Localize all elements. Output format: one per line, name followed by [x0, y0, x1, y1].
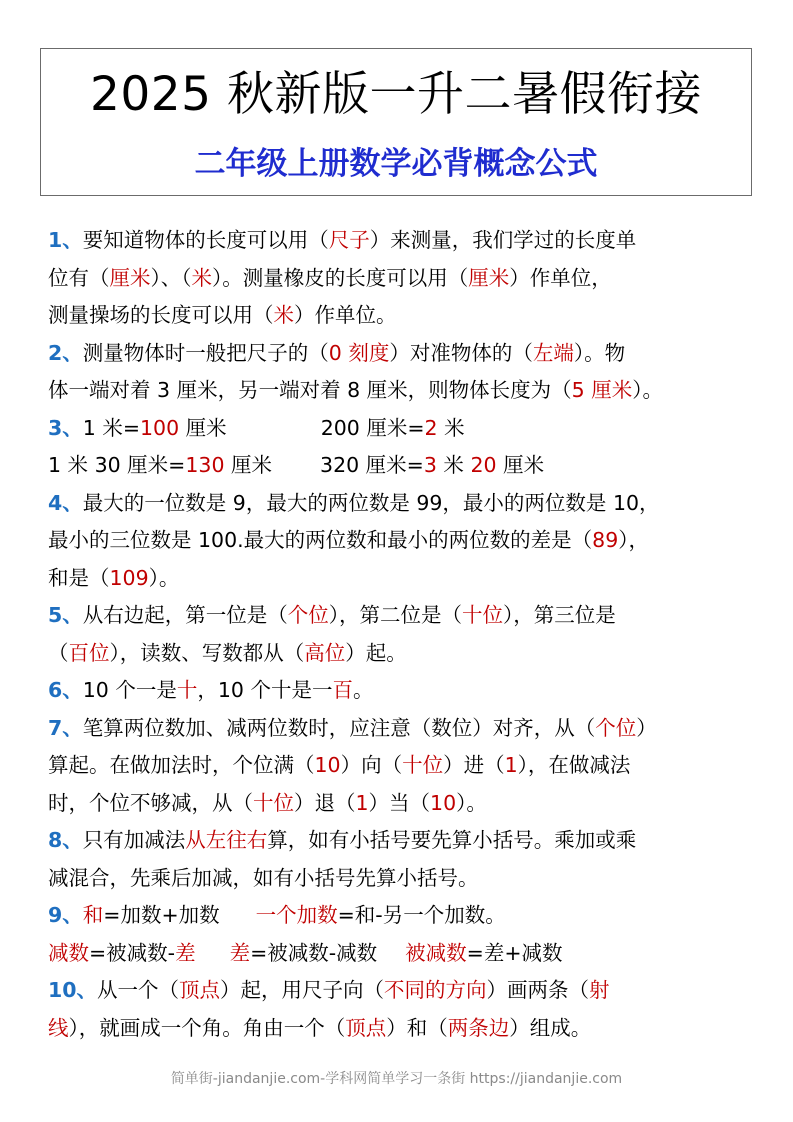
item-1-line-3	[48, 297, 768, 335]
answer: 百位	[68, 640, 110, 665]
item-4-line-2	[48, 522, 768, 560]
item-number: 3、	[48, 415, 83, 440]
item-number: 1、	[48, 228, 83, 252]
item-number: 4、	[48, 490, 83, 515]
text: ）。物	[573, 340, 626, 365]
item-3-line-1	[48, 410, 768, 448]
answer: 差	[175, 940, 196, 965]
answer: 厘米	[109, 265, 151, 290]
answer: 和	[82, 903, 104, 927]
text: ），在做减法	[517, 753, 631, 777]
item-9-line-2	[48, 935, 768, 973]
text: 200 厘米=	[320, 415, 425, 440]
text: 和是（	[48, 565, 110, 590]
answer: 十位	[402, 753, 444, 777]
answer: 100	[140, 415, 180, 440]
answer: 不同的方向	[384, 978, 487, 1002]
text: 最小的三位数是 100.最大的两位数和最小的两位数的差是（	[48, 528, 593, 552]
title-box	[40, 48, 752, 196]
text: =差+减数	[466, 940, 563, 965]
item-2-line-1	[48, 335, 768, 373]
text: =加数+加数	[103, 903, 220, 927]
answer: 米	[191, 265, 212, 290]
text: ），第二位是（	[328, 603, 463, 627]
text: 减混合，先乘后加减，如有小括号先算小括号。	[48, 865, 479, 890]
answer: 厘米	[468, 265, 510, 290]
item-number: 7、	[48, 715, 83, 740]
answer: 百	[332, 678, 353, 702]
answer: 十位	[462, 603, 504, 627]
text: 位有（	[48, 265, 110, 290]
answer: 0 刻度	[328, 340, 390, 365]
item-2-line-2	[48, 372, 768, 410]
answer: 顶点	[345, 1015, 387, 1040]
content	[48, 222, 768, 1047]
text: 要知道物体的长度可以用（	[82, 228, 329, 252]
item-4-line-1	[48, 485, 768, 523]
text: ）来测量，我们学过的长度单	[369, 228, 637, 252]
answer: 尺子	[328, 228, 370, 252]
answer: 两条边	[447, 1015, 510, 1040]
text: 厘米	[224, 453, 273, 477]
text: 320 厘米=	[320, 453, 424, 477]
item-7-line-1	[48, 710, 768, 748]
answer: 个位	[287, 603, 329, 627]
text: ）起，用尺子向（	[220, 978, 385, 1002]
text: 算起。在做加法时，个位满（	[48, 753, 315, 777]
item-number: 5、	[48, 603, 83, 627]
text: ）。测量橡皮的长度可以用（	[212, 265, 469, 290]
text: 测量操场的长度可以用（	[48, 303, 274, 327]
answer: 从左往右	[185, 828, 268, 852]
item-number: 8、	[48, 828, 83, 852]
item-10-line-2	[48, 1010, 768, 1048]
answer: 左端	[532, 340, 574, 365]
text: 厘米	[179, 415, 227, 440]
text: 米	[437, 415, 465, 440]
text: ）组成。	[509, 1015, 592, 1040]
text: 1 米=	[82, 415, 141, 440]
text: 从一个（	[97, 978, 180, 1002]
text: ）和（	[386, 1015, 448, 1040]
text: ）起。	[345, 640, 407, 665]
text: ）退（	[294, 790, 356, 815]
answer: 高位	[304, 640, 346, 665]
answer: 1	[355, 790, 369, 815]
answer: 2	[424, 415, 438, 440]
answer: 一个加数	[255, 903, 338, 927]
text: ）。	[148, 565, 180, 590]
item-7-line-2	[48, 747, 768, 785]
text: ）进（	[443, 753, 505, 777]
text: 1 米 30 厘米=	[48, 453, 186, 477]
answer: 10	[314, 753, 341, 777]
text: 测量物体时一般把尺子的（	[82, 340, 329, 365]
text: ），读数、写数都从（	[109, 640, 305, 665]
item-1-line-1	[48, 222, 768, 260]
answer: 顶点	[179, 978, 221, 1002]
answer: 20	[470, 453, 497, 477]
text: ），第三位是	[503, 603, 616, 627]
item-number: 10、	[48, 978, 98, 1002]
item-number: 9、	[48, 903, 83, 927]
text: ，10 个十是一	[197, 678, 333, 702]
text: ）当（	[368, 790, 431, 815]
text: =被减数-	[89, 940, 176, 965]
item-number: 6、	[48, 678, 83, 702]
text: 10 个一是	[82, 678, 177, 702]
item-8-line-2	[48, 860, 768, 898]
answer: 被减数	[405, 940, 467, 965]
answer: 10	[430, 790, 457, 815]
answer: 89	[592, 528, 619, 552]
answer: 减数	[48, 940, 89, 965]
answer: 1	[504, 753, 518, 777]
text: ）作单位。	[294, 303, 397, 327]
text: ）	[636, 715, 657, 740]
item-7-line-3	[48, 785, 768, 823]
answer: 线	[48, 1015, 69, 1040]
answer: 射	[589, 978, 610, 1002]
text: 。	[352, 678, 374, 702]
text: ），	[618, 528, 650, 552]
text: ）画两条（	[486, 978, 590, 1002]
text: ）作单位，	[509, 265, 612, 290]
answer: 差	[229, 940, 251, 965]
item-5-line-2	[48, 635, 768, 673]
item-4-line-3	[48, 560, 768, 598]
answer: 5 厘米	[571, 378, 633, 402]
item-8-line-1	[48, 822, 768, 860]
footer-watermark: 简单街-jiandanjie.com-学科网简单学习一条街 https://jiandanjie.com	[170, 1071, 623, 1087]
text: 算，如有小括号要先算小括号。乘加或乘	[267, 828, 637, 852]
item-10-line-1	[48, 972, 768, 1010]
item-number: 2、	[48, 340, 83, 365]
text: 最大的一位数是 9，最大的两位数是 99，最小的两位数是 10，	[82, 490, 660, 515]
item-1-line-2	[48, 260, 768, 298]
text: 只有加减法	[82, 828, 186, 852]
page-subtitle: 二年级上册数学必背概念公式	[194, 146, 598, 182]
answer: 3	[423, 453, 437, 477]
text: （	[48, 640, 69, 665]
text: ）。	[456, 790, 487, 815]
text: =和-另一个加数。	[337, 903, 506, 927]
text: 从右边起，第一位是（	[82, 603, 288, 627]
page-title: 2025 秋新版一升二暑假衔接	[89, 67, 703, 122]
answer: 130	[185, 453, 225, 477]
text: 体一端对着 3 厘米，另一端对着 8 厘米，则物体长度为（	[48, 378, 572, 402]
item-6-line-1	[48, 672, 768, 710]
text: ）。	[632, 378, 663, 402]
text: 时，个位不够减，从（	[48, 790, 253, 815]
answer: 米	[273, 303, 294, 327]
item-3-line-2	[48, 447, 768, 485]
answer: 109	[109, 565, 149, 590]
item-5-line-1	[48, 597, 768, 635]
answer: 十	[176, 678, 198, 702]
answer: 个位	[595, 715, 637, 740]
answer: 十位	[253, 790, 294, 815]
text: 米	[436, 453, 471, 477]
text: 笔算两位数加、减两位数时，应注意（数位）对齐，从（	[82, 715, 596, 740]
item-9-line-1	[48, 897, 768, 935]
text: ），就画成一个角。角由一个（	[68, 1015, 346, 1040]
text: ）向（	[340, 753, 403, 777]
text: 厘米	[496, 453, 545, 477]
text: ）对准物体的（	[389, 340, 533, 365]
text: =被减数-减数	[250, 940, 378, 965]
text: ）、（	[150, 265, 192, 290]
